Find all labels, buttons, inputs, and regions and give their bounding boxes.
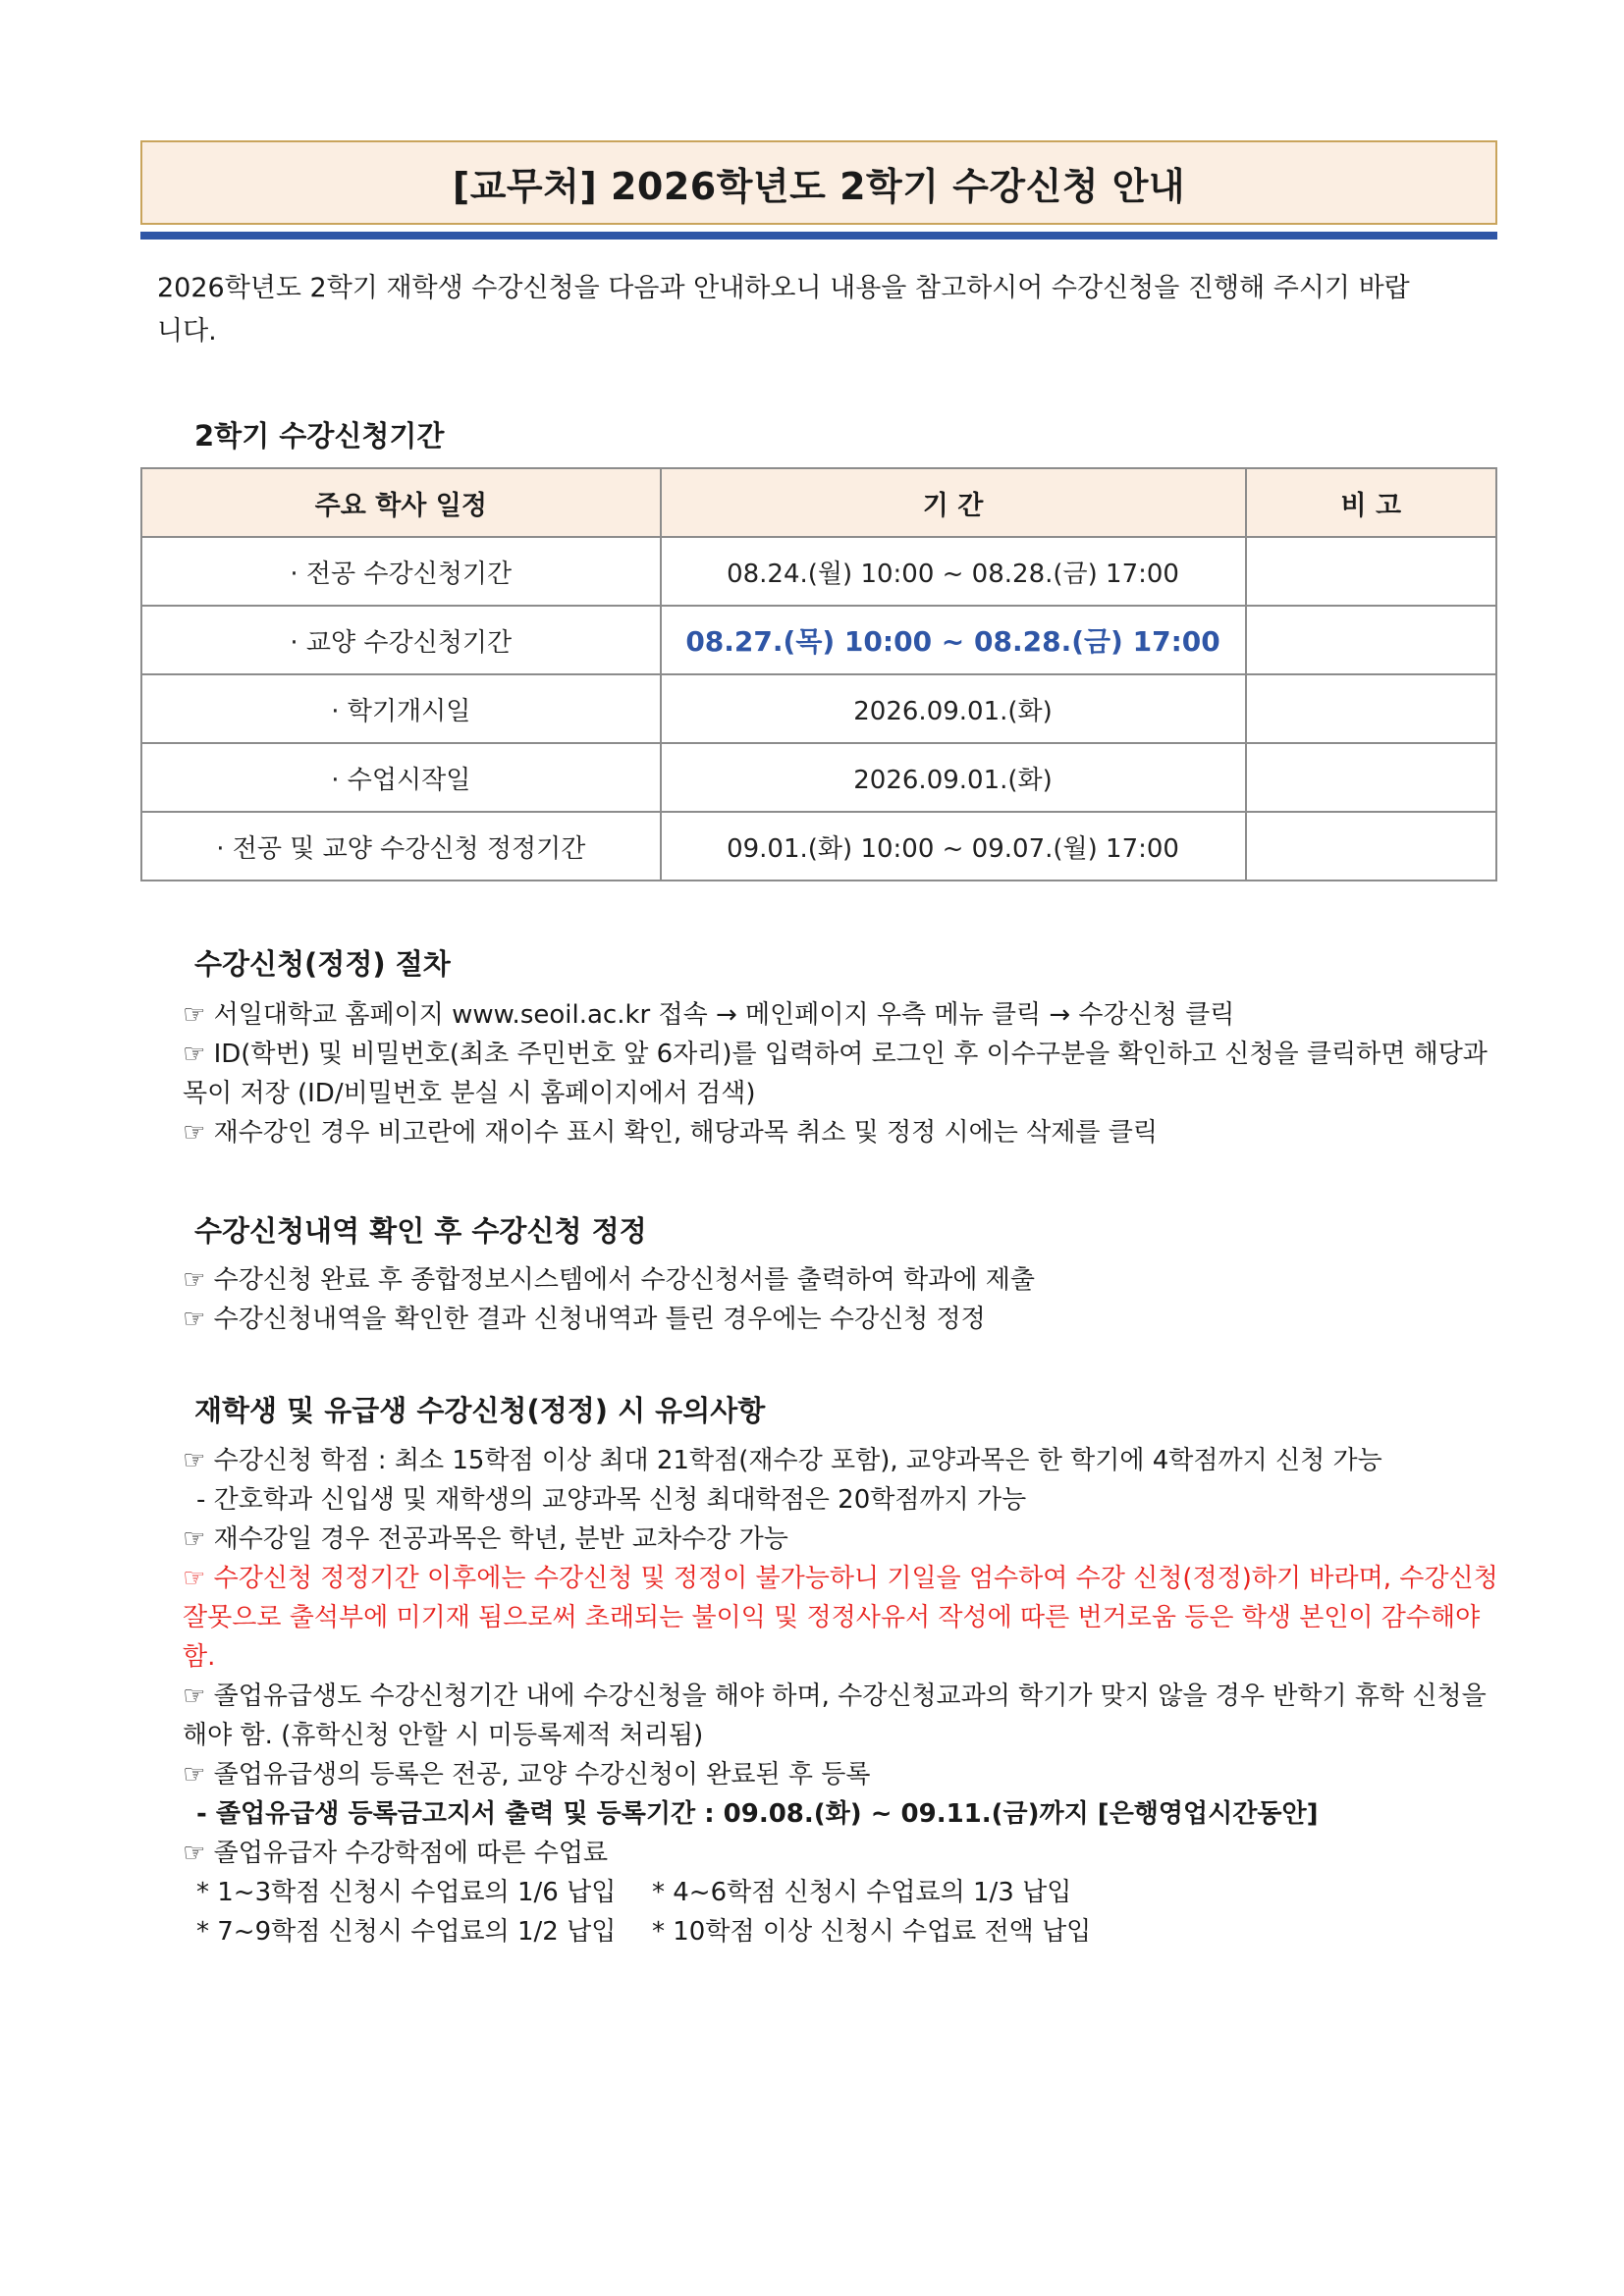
registration-period: - 졸업유급생 등록금고지서 출력 및 등록기간 : 09.08.(화) ~ 09.11.(금)까지 [은행영업시간동안] [196, 1799, 1319, 1829]
fee-item: * 4~6학점 신청시 수업료의 1/3 납입 [652, 1878, 1072, 1907]
row-note [1246, 812, 1496, 881]
schedule-table [140, 467, 1497, 881]
fee-row [183, 1873, 1498, 1912]
row-event: · 학기개시일 [141, 674, 661, 743]
highlight-period-text: 08.27.(목) 10:00 ~ 08.28.(금) 17:00 [685, 625, 1220, 658]
fee-item: * 1~3학점 신청시 수업료의 1/6 납입 [196, 1878, 617, 1907]
table-row [141, 743, 1496, 812]
table-header-row [141, 468, 1496, 537]
intro-paragraph: 2026학년도 2학기 재학생 수강신청을 다음과 안내하오니 내용을 참고하시어 수강신청을 진행해 주시기 바랍니다. [157, 273, 1410, 347]
header-note: 비 고 [1246, 468, 1496, 537]
row-note [1246, 674, 1496, 743]
row-event: · 전공 및 교양 수강신청 정정기간 [141, 812, 661, 881]
header-event: 주요 학사 일정 [141, 468, 661, 537]
retake-rule: ☞ 재수강일 경우 전공과목은 학년, 분반 교차수강 가능 [183, 1524, 788, 1554]
row-event: · 전공 수강신청기간 [141, 537, 661, 606]
fee-item: * 10학점 이상 신청시 수업료 전액 납입 [652, 1917, 1092, 1947]
nursing-rule: - 간호학과 신입생 및 재학생의 교양과목 신청 최대학점은 20학점까지 가능 [196, 1485, 1027, 1515]
procedure-item: ☞ 재수강인 경우 비고란에 재이수 표시 확인, 해당과목 취소 및 정정 시에는 삭제를 클릭 [183, 1118, 1158, 1148]
notice-list [183, 1441, 1498, 1951]
row-event: · 교양 수강신청기간 [141, 606, 661, 674]
procedure-item: ☞ ID(학번) 및 비밀번호(최초 주민번호 앞 6자리)를 입력하여 로그인 후 이수구분을 확인하고 신청을 클릭하면 해당과목이 저장 (ID/비밀번호 분실 시 홈페이지에서 검색) [183, 1040, 1488, 1108]
row-period: 08.24.(월) 10:00 ~ 08.28.(금) 17:00 [661, 537, 1246, 606]
fee-title: ☞ 졸업유급자 수강학점에 따른 수업료 [183, 1839, 609, 1868]
fee-item: * 7~9학점 신청시 수업료의 1/2 납입 [196, 1917, 617, 1947]
table-row [141, 674, 1496, 743]
procedure-list [183, 995, 1498, 1152]
row-note [1246, 606, 1496, 674]
notice-section-title: 재학생 및 유급생 수강신청(정정) 시 유의사항 [194, 1394, 766, 1427]
row-note [1246, 537, 1496, 606]
confirm-item: ☞ 수강신청 완료 후 종합정보시스템에서 수강신청서를 출력하여 학과에 제출 [183, 1265, 1036, 1295]
table-row [141, 606, 1496, 674]
schedule-section-title: 2학기 수강신청기간 [194, 419, 445, 453]
registration-rule: ☞ 졸업유급생의 등록은 전공, 교양 수강신청이 완료된 후 등록 [183, 1760, 871, 1789]
row-period: 09.01.(화) 10:00 ~ 09.07.(월) 17:00 [661, 812, 1246, 881]
table-row [141, 812, 1496, 881]
title-box [140, 140, 1497, 225]
credit-rule: ☞ 수강신청 학점 : 최소 15학점 이상 최대 21학점(재수강 포함), 교양과목은 한 학기에 4학점까지 신청 가능 [183, 1446, 1382, 1475]
row-period: 2026.09.01.(화) [661, 743, 1246, 812]
row-period: 2026.09.01.(화) [661, 674, 1246, 743]
confirm-item: ☞ 수강신청내역을 확인한 결과 신청내역과 틀린 경우에는 수강신청 정정 [183, 1305, 986, 1334]
row-note [1246, 743, 1496, 812]
row-period-highlight [661, 606, 1246, 674]
row-event: · 수업시작일 [141, 743, 661, 812]
title-divider [140, 232, 1497, 240]
graduate-rule: ☞ 졸업유급생도 수강신청기간 내에 수강신청을 해야 하며, 수강신청교과의 학기가 맞지 않을 경우 반학기 휴학 신청을 해야 함. (휴학신청 안할 시 미등록제적 처리됨) [183, 1682, 1487, 1750]
table-row [141, 537, 1496, 606]
fee-row [183, 1912, 1498, 1951]
confirm-section-title: 수강신청내역 확인 후 수강신청 정정 [194, 1214, 647, 1248]
page-title: [교무처] 2026학년도 2학기 수강신청 안내 [452, 164, 1186, 208]
confirm-list [183, 1260, 1498, 1339]
procedure-item: ☞ 서일대학교 홈페이지 www.seoil.ac.kr 접속 → 메인페이지 우측 메뉴 클릭 → 수강신청 클릭 [183, 1000, 1235, 1030]
warning-rule: ☞ 수강신청 정정기간 이후에는 수강신청 및 정정이 불가능하니 기일을 엄수하여 수강 신청(정정)하기 바라며, 수강신청 잘못으로 출석부에 미기재 됨으로써 초래되는 불이익 및 정정사유서 작성에 따른 번거로움 등은 학생 본인이 감수해야 함. [183, 1564, 1498, 1672]
header-period: 기 간 [661, 468, 1246, 537]
procedure-section-title: 수강신청(정정) 절차 [194, 947, 451, 981]
